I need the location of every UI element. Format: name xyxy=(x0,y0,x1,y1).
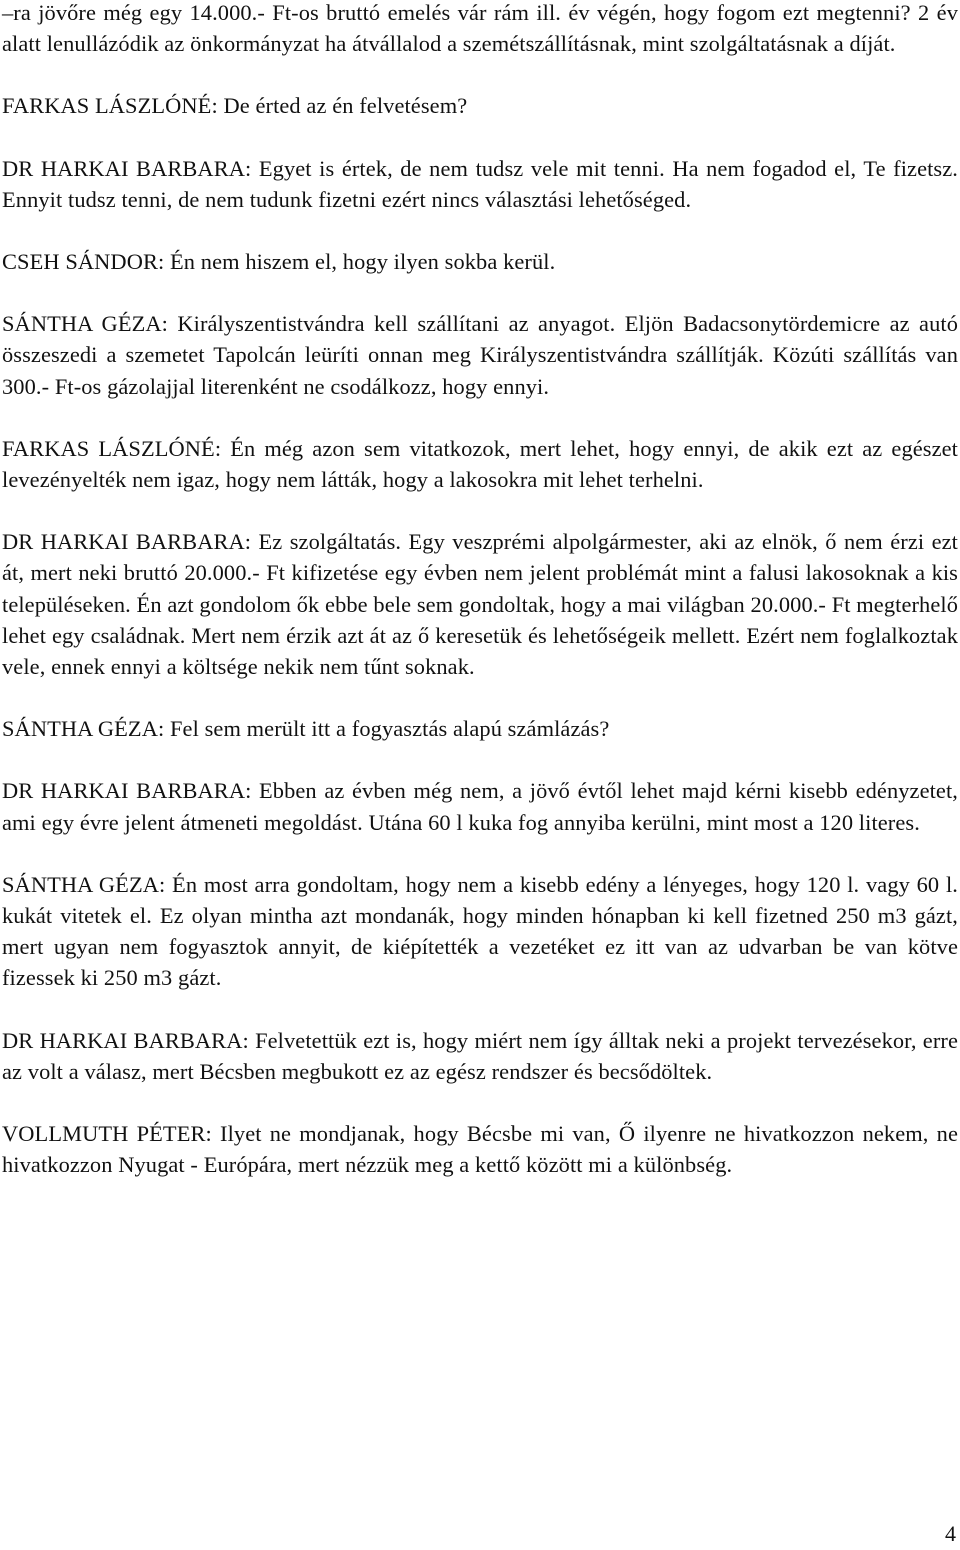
paragraph-harkai-2: DR HARKAI BARBARA: Ez szolgáltatás. Egy veszprémi alpolgármester, aki az elnök, ő nem érzi ezt át, mert neki bruttó 20.000.- Ft kifizetése egy évben nem jelent problémát mint a falusi lakosoknak a kis településeken. Én azt gondolom ők ebbe bele sem gondoltak, hogy a mai világban 20.000.- Ft megterhelő lehet egy családnak. Mert nem érzik azt át az ő keresetük és lehetőségeik mellett. Ezért nem foglalkoztak vele, ennek ennyi a költsége nekik nem tűnt soknak. xyxy=(2,529,958,680)
paragraph-farkas-1: FARKAS LÁSZLÓNÉ: De érted az én felvetésem? xyxy=(2,93,468,119)
paragraph-farkas-2: FARKAS LÁSZLÓNÉ: Én még azon sem vitatkozok, mert lehet, hogy ennyi, de akik ezt az egészet levezényelték nem igaz, hogy nem látták, hogy a lakosokra mit lehet terhelni. xyxy=(2,435,958,493)
paragraph-cseh-1: CSEH SÁNDOR: Én nem hiszem el, hogy ilyen sokba kerül. xyxy=(2,249,556,275)
paragraph-santha-3: SÁNTHA GÉZA: Én most arra gondoltam, hogy nem a kisebb edény a lényeges, hogy 120 l. vagy 60 l. kukát vitetek el. Ez olyan mintha azt mondanák, hogy minden hónapban ki kell fizetned 250 m3 gázt, mert ugyan nem fogyasztok annyit, de kiépítették a vezetéket ez itt van az udvarban be van kötve fizessek ki 250 m3 gázt. xyxy=(2,871,958,991)
paragraph-harkai-1: DR HARKAI BARBARA: Egyet is értek, de nem tudsz vele mit tenni. Ha nem fogadod el, Te fizetsz. Ennyit tudsz tenni, de nem tudunk fizetni ezért nincs választási lehetőséged. xyxy=(2,155,958,212)
paragraph-santha-2: SÁNTHA GÉZA: Fel sem merült itt a fogyasztás alapú számlázás? xyxy=(2,716,610,742)
document-page xyxy=(2,0,958,1211)
paragraph-harkai-3: DR HARKAI BARBARA: Ebben az évben még nem, a jövő évtől lehet majd kérni kisebb edényzetet, ami egy évre jelent átmeneti megoldást. Utána 60 l kuka fog annyiba kerülni, mint most a 120 literes. xyxy=(2,778,958,835)
page-number: 4 xyxy=(945,1521,956,1546)
paragraph-continuation: –ra jövőre még egy 14.000.- Ft-os bruttó emelés vár rám ill. év végén, hogy fogom ezt megtenni? 2 év alatt lenullázódik az önkormányzat ha átvállalod a szemétszállításnak, mint szolgáltatásnak a díját. xyxy=(2,0,958,57)
paragraph-santha-1: SÁNTHA GÉZA: Királyszentistvándra kell szállítani az anyagot. Eljön Badacsonytördemicre az autó összeszedi a szemetet Tapolcán leüríti onnan meg Királyszentistvándra szállítják. Közúti szállítás van 300.- Ft-os gázolajjal literenként ne csodálkozz, hogy ennyi. xyxy=(2,311,958,399)
paragraph-harkai-4: DR HARKAI BARBARA: Felvetettük ezt is, hogy miért nem így álltak neki a projekt tervezésekor, erre az volt a válasz, mert Bécsben megbukott ez az egész rendszer és becsődöltek. xyxy=(2,1027,958,1084)
paragraph-vollmuth-1: VOLLMUTH PÉTER: Ilyet ne mondjanak, hogy Bécsbe mi van, Ő ilyenre ne hivatkozzon nekem, ne hivatkozzon Nyugat - Európára, mert nézzük meg a kettő között mi a különbség. xyxy=(2,1121,958,1178)
